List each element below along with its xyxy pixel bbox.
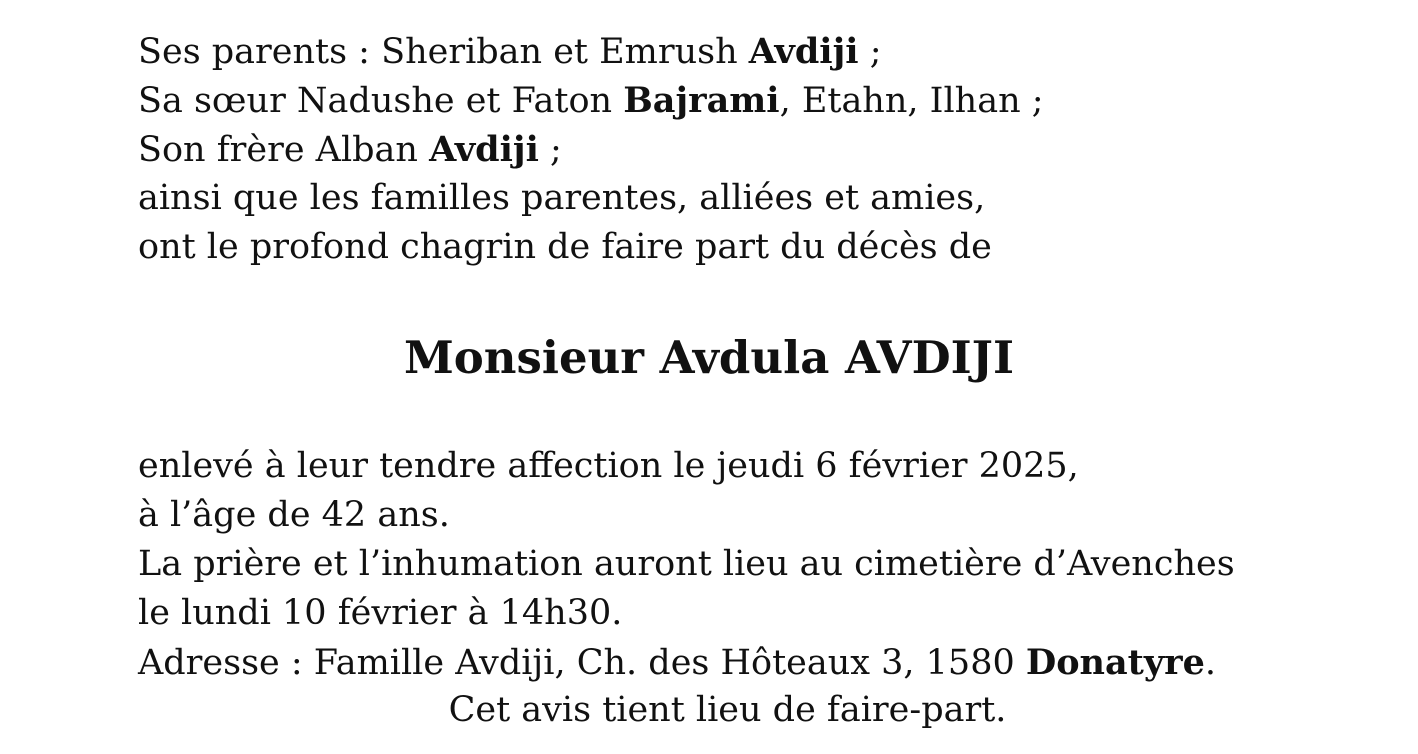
brother-suffix: ;: [538, 130, 562, 170]
address-prefix: Adresse : Famille Avdiji, Ch. des Hôteaux 3, 1580: [138, 643, 1026, 683]
address-suffix: .: [1204, 643, 1217, 683]
sister-line: [138, 76, 1278, 125]
address-line: [138, 638, 1278, 687]
brother-line: [138, 125, 1278, 174]
sister-prefix: Sa sœur Nadushe et Faton: [138, 81, 624, 121]
sister-surname: Bajrami: [623, 80, 780, 121]
sister-suffix: , Etahn, Ilhan ;: [779, 81, 1044, 121]
deceased-name: Monsieur Avdula AVDIJI: [403, 331, 1014, 384]
ceremony-line: La prière et l’inhumation auront lieu au cimetière d’Avenches: [138, 544, 1235, 584]
parents-surname: Avdiji: [748, 31, 859, 72]
family-section: [138, 27, 1278, 272]
ceremony-date-line: le lundi 10 février à 14h30.: [138, 593, 623, 633]
age-line: à l’âge de 42 ans.: [138, 495, 450, 535]
brother-prefix: Son frère Alban: [138, 130, 430, 170]
date-line: enlevé à leur tendre affection le jeudi 6 février 2025,: [138, 446, 1079, 486]
parents-prefix: Ses parents : Sheriban et Emrush: [138, 32, 749, 72]
closing-text: Cet avis tient lieu de faire-part.: [448, 690, 1007, 730]
announcement-line: ont le profond chagrin de faire part du décès de: [138, 227, 992, 267]
families-line: ainsi que les familles parentes, alliées et amies,: [138, 178, 986, 218]
details-section: [138, 442, 1278, 687]
brother-surname: Avdiji: [429, 129, 539, 170]
parents-suffix: ;: [858, 32, 882, 72]
address-town: Donatyre: [1025, 642, 1205, 683]
parents-line: [138, 27, 1278, 76]
